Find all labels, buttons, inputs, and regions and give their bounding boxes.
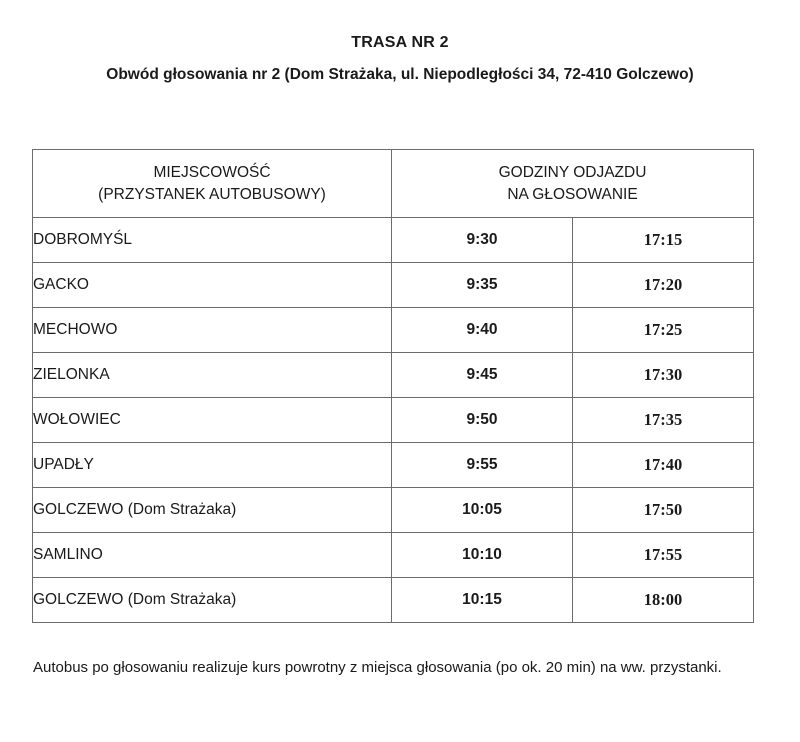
- stop-name: UPADŁY: [33, 443, 392, 488]
- departure-time-1: 10:15: [392, 578, 573, 623]
- table-row: [33, 263, 754, 308]
- schedule-table: [32, 149, 754, 623]
- table-row: [33, 353, 754, 398]
- table-row: [33, 308, 754, 353]
- stop-name: WOŁOWIEC: [33, 398, 392, 443]
- header-departures-line2: NA GŁOSOWANIE: [507, 185, 638, 203]
- stop-name: ZIELONKA: [33, 353, 392, 398]
- stop-name: GOLCZEWO (Dom Strażaka): [33, 578, 392, 623]
- departure-time-2: 17:20: [573, 263, 754, 308]
- departure-time-2: 17:50: [573, 488, 754, 533]
- table-row: [33, 443, 754, 488]
- departure-time-1: 10:05: [392, 488, 573, 533]
- departure-time-1: 9:50: [392, 398, 573, 443]
- departure-time-1: 10:10: [392, 533, 573, 578]
- departure-time-1: 9:30: [392, 218, 573, 263]
- table-row: [33, 578, 754, 623]
- departure-time-2: 17:15: [573, 218, 754, 263]
- departure-time-1: 9:55: [392, 443, 573, 488]
- departure-time-2: 17:40: [573, 443, 754, 488]
- table-row: [33, 398, 754, 443]
- header-departures: [392, 150, 754, 218]
- departure-time-1: 9:35: [392, 263, 573, 308]
- document-subtitle: Obwód głosowania nr 2 (Dom Strażaka, ul. Niepodległości 34, 72-410 Golczewo): [106, 66, 694, 83]
- stop-name: SAMLINO: [33, 533, 392, 578]
- table-header-row: [33, 150, 754, 218]
- departure-time-2: 17:35: [573, 398, 754, 443]
- header-departures-line1: GODZINY ODJAZDU: [498, 163, 647, 181]
- table-row: [33, 533, 754, 578]
- departure-time-1: 9:45: [392, 353, 573, 398]
- header-place-line1: MIEJSCOWOŚĆ: [153, 163, 271, 181]
- footer-note: Autobus po głosowaniu realizuje kurs powrotny z miejsca głosowania (po ok. 20 min) na ww. przystanki.: [33, 659, 722, 676]
- departure-time-2: 17:55: [573, 533, 754, 578]
- departure-time-2: 17:25: [573, 308, 754, 353]
- header-place-line2: (PRZYSTANEK AUTOBUSOWY): [98, 185, 326, 203]
- header-place: [33, 150, 392, 218]
- departure-time-2: 17:30: [573, 353, 754, 398]
- table-row: [33, 218, 754, 263]
- document-title: TRASA NR 2: [351, 34, 449, 51]
- stop-name: MECHOWO: [33, 308, 392, 353]
- stop-name: GOLCZEWO (Dom Strażaka): [33, 488, 392, 533]
- stop-name: GACKO: [33, 263, 392, 308]
- stop-name: DOBROMYŚL: [33, 218, 392, 263]
- departure-time-2: 18:00: [573, 578, 754, 623]
- table-row: [33, 488, 754, 533]
- departure-time-1: 9:40: [392, 308, 573, 353]
